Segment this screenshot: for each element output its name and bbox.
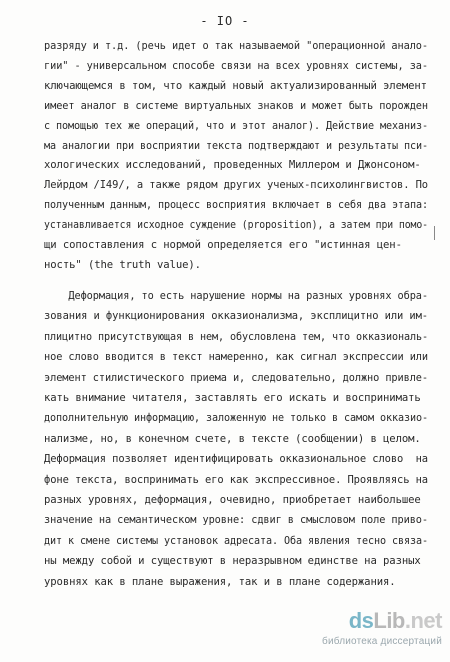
watermark-logo xyxy=(349,608,442,634)
text-line: с помощью тех же операций, что и этот аналог). Действие механиз- xyxy=(44,119,428,132)
text-line: элемент стилистического приема и, следовательно, должно привле- xyxy=(44,371,428,384)
text-line: ключающемся в том, что каждый новый актуализированный элемент xyxy=(44,79,427,92)
text-line: уровнях как в плане выражения, так и в плане содержания. xyxy=(44,575,396,588)
page-number: - IO - xyxy=(200,14,250,28)
text-line: значение на семантическом уровне: сдвиг в смысловом поле приво- xyxy=(44,514,428,527)
watermark-logo-part3: .net xyxy=(404,608,442,633)
text-line: дит к смене системы установок адресата. Оба явления тесно связа- xyxy=(44,534,428,547)
text-line: ное слово вводится в текст намеренно, как сигнал экспрессии или xyxy=(44,351,428,364)
text-line: хологических исследований, проведенных Миллером и Джонсоном- xyxy=(44,159,421,172)
text-line: щи сопоставления с нормой определяется его "истинная цен- xyxy=(44,239,402,251)
watermark xyxy=(302,608,442,656)
text-line: Лейрдом /I49/, а также рядом других ученых-психолингвистов. По xyxy=(44,179,428,192)
text-line: Деформация позволяет идентифицировать окказиональное слово на xyxy=(44,453,428,466)
text-line: ны между собой и существуют в неразрывном единстве на разных xyxy=(44,555,421,568)
text-line: дополнительную информацию, заложенную не только в самом окказио- xyxy=(44,412,428,425)
text-line: Деформация, то есть нарушение нормы на разных уровнях обра- xyxy=(44,290,428,302)
text-line: кать внимание читателя, заставлять его искать и воспринимать xyxy=(44,392,421,404)
text-line: фоне текста, воспринимать его как экспрессивное. Проявляясь на xyxy=(44,473,428,486)
watermark-logo-part2: Lib xyxy=(373,608,405,633)
watermark-logo-part1: ds xyxy=(348,608,374,633)
text-line: полученным данным, процесс восприятия включает в себя два этапа: xyxy=(44,199,428,212)
margin-mark xyxy=(434,226,435,240)
text-line: разных уровнях, деформация, очевидно, приобретает наибольшее xyxy=(44,494,421,506)
text-line: плицитно присутствующая в нем, обусловлена тем, что окказиональ- xyxy=(44,330,428,343)
text-line: ма аналогии при восприятии текста подтверждают и результаты пси- xyxy=(44,139,428,152)
text-line: имеет аналог в системе виртуальных знаков и может быть порожден xyxy=(44,99,428,112)
text-line: гии" - универсальном способе связи на всех уровнях системы, за- xyxy=(44,59,428,72)
text-line: ность" (the truth value). xyxy=(44,258,201,271)
watermark-subtitle: библиотека диссертаций xyxy=(322,636,442,647)
text-line: разряду и т.д. (речь идет о так называемой "операционной анало- xyxy=(44,40,428,52)
text-line: зования и функционирования окказионализма, эксплицитно или им- xyxy=(44,310,428,323)
text-line: нализме, но, в конечном счете, в тексте (сообщении) в целом. xyxy=(44,432,421,445)
text-line: устанавливается исходное суждение (proposition), а затем при помо- xyxy=(44,219,428,232)
